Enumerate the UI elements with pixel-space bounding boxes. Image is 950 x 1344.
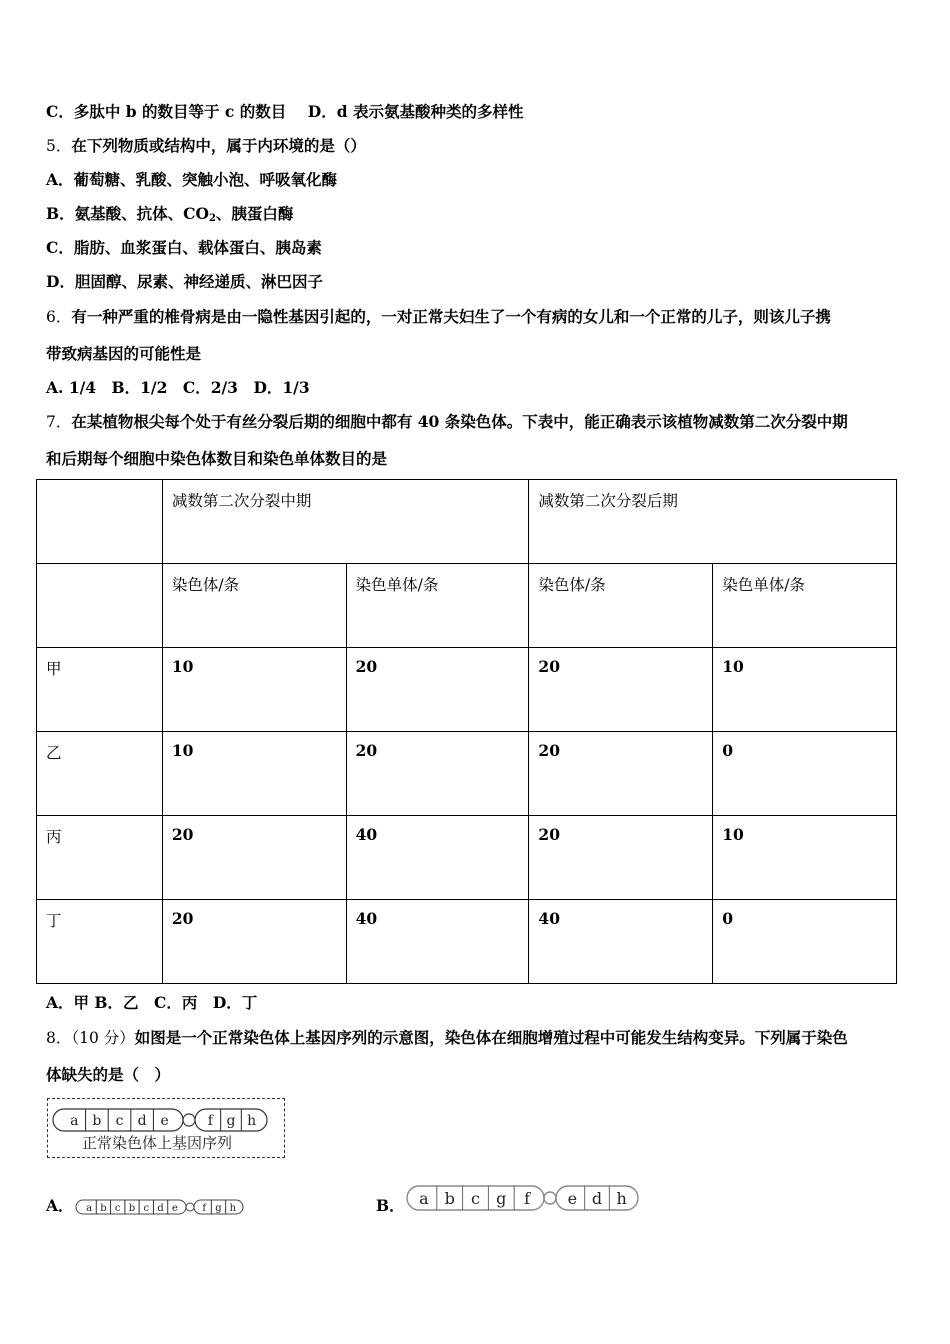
q4-option-c: C．多肽中 b 的数目等于 c 的数目 D．d 表示氨基酸种类的多样性 [46, 102, 524, 121]
gene-label: c [471, 1189, 480, 1208]
gene-label: b [128, 1203, 136, 1214]
table-cell: 20 [529, 648, 713, 732]
subheader-cell: 染色单体/条 [713, 564, 897, 648]
centromere [183, 1114, 195, 1126]
table-cell: 20 [162, 900, 346, 984]
option-b-chromosome [405, 1183, 641, 1213]
gene-label: c [143, 1203, 150, 1214]
gene-label: g [215, 1203, 222, 1214]
gene-label: d [137, 1113, 147, 1129]
header-anaphase-ii: 减数第二次分裂后期 [529, 480, 897, 564]
q6-options: A. 1/4 B．1/2 C．2/3 D．1/3 [46, 378, 310, 397]
q4-option-d: D．d 表示氨基酸种类的多样性 [307, 102, 524, 121]
table-cell: 20 [529, 816, 713, 900]
gene-label: c [115, 1113, 124, 1129]
header-metaphase-ii: 减数第二次分裂中期 [162, 480, 529, 564]
table-cell: 0 [713, 732, 897, 816]
gene-label: d [591, 1189, 603, 1208]
table-row [37, 732, 897, 816]
table-row [37, 816, 897, 900]
table-cell: 40 [346, 816, 529, 900]
subheader-cell: 染色单体/条 [346, 564, 529, 648]
gene-label: g [226, 1113, 236, 1129]
gene-label: f [202, 1203, 207, 1214]
q5-option-d: D．胆固醇、尿素、神经递质、淋巴因子 [46, 272, 323, 291]
gene-label: e [171, 1203, 178, 1214]
gene-label: b [100, 1203, 107, 1214]
q8-stem-line1: 8．（10 分）如图是一个正常染色体上基因序列的示意图，染色体在细胞增殖过程中可能发生结构变异。下列属于染色 [46, 1028, 848, 1047]
gene-label: h [247, 1113, 257, 1129]
table-cell: 20 [529, 732, 713, 816]
q5-option-a: A．葡萄糖、乳酸、突触小泡、呼吸氧化酶 [46, 170, 338, 189]
q6-stem-line2: 带致病基因的可能性是 [46, 344, 202, 363]
figure-caption: 正常染色体上基因序列 [82, 1134, 233, 1152]
table-cell: 20 [346, 648, 529, 732]
table-cell: 10 [162, 732, 346, 816]
table-cell: 40 [346, 900, 529, 984]
gene-label: f [524, 1189, 531, 1208]
subheader-cell: 染色体/条 [529, 564, 713, 648]
gene-label: b [92, 1113, 102, 1129]
q7-number: 7． [46, 413, 72, 431]
gene-label: a [70, 1113, 79, 1129]
table-cell: 10 [162, 648, 346, 732]
normal-chromosome-figure [47, 1098, 285, 1158]
table-cell: 20 [346, 732, 529, 816]
row-label: 丁 [37, 900, 163, 984]
gene-label: a [419, 1189, 429, 1208]
table-cell: 10 [713, 816, 897, 900]
gene-label: e [567, 1189, 578, 1208]
table-cell: 10 [713, 648, 897, 732]
q8-option-b-label: B． [376, 1196, 405, 1215]
q5-option-b: B．氨基酸、抗体、$CO_2$、胰蛋白酶 [46, 204, 294, 224]
q8-option-a-label: A． [46, 1196, 74, 1215]
q7-stem-line1: 7．在某植物根尖每个处于有丝分裂后期的细胞中都有 40 条染色体。下表中，能正确表示该植物减数第二次分裂中期 [46, 412, 848, 431]
gene-label: h [229, 1203, 237, 1214]
q8-stem-line2: 体缺失的是（ ） [46, 1065, 171, 1084]
table-subheader-row [37, 564, 897, 648]
q5-option-c: C．脂肪、血浆蛋白、载体蛋白、胰岛素 [46, 238, 322, 257]
gene-label: f [207, 1113, 213, 1129]
q6-stem-line1: 6．有一种严重的椎骨病是由一隐性基因引起的，一对正常夫妇生了一个有病的女儿和一个正常的儿子，则该儿子携 [46, 307, 831, 326]
row-label: 丙 [37, 816, 163, 900]
q8-number: 8．（10 分） [46, 1029, 135, 1047]
gene-label: e [160, 1113, 169, 1129]
table-header-row [37, 480, 897, 564]
q7-stem-line2: 和后期每个细胞中染色体数目和染色单体数目的是 [46, 449, 388, 468]
table-cell: 40 [529, 900, 713, 984]
table-cell: 20 [162, 816, 346, 900]
gene-label: g [496, 1189, 507, 1208]
table-corner-cell [37, 480, 163, 564]
subheader-cell: 染色体/条 [162, 564, 346, 648]
gene-label: c [114, 1203, 121, 1214]
chromosome-count-table [36, 479, 897, 984]
row-label: 乙 [37, 732, 163, 816]
q5-number: 5． [46, 137, 72, 155]
option-a-chromosome [74, 1197, 246, 1217]
gene-label: h [616, 1189, 627, 1208]
centromere [186, 1203, 194, 1211]
table-row [37, 648, 897, 732]
q6-number: 6． [46, 308, 72, 326]
row-label: 甲 [37, 648, 163, 732]
q5-stem: 5．在下列物质或结构中，属于内环境的是（） [46, 136, 366, 155]
gene-label: a [86, 1203, 93, 1214]
centromere [544, 1192, 556, 1204]
gene-label: b [444, 1189, 455, 1208]
q7-options: A．甲 B．乙 C．丙 D．丁 [46, 993, 258, 1012]
table-row [37, 900, 897, 984]
table-cell: 0 [713, 900, 897, 984]
gene-label: d [157, 1203, 164, 1214]
